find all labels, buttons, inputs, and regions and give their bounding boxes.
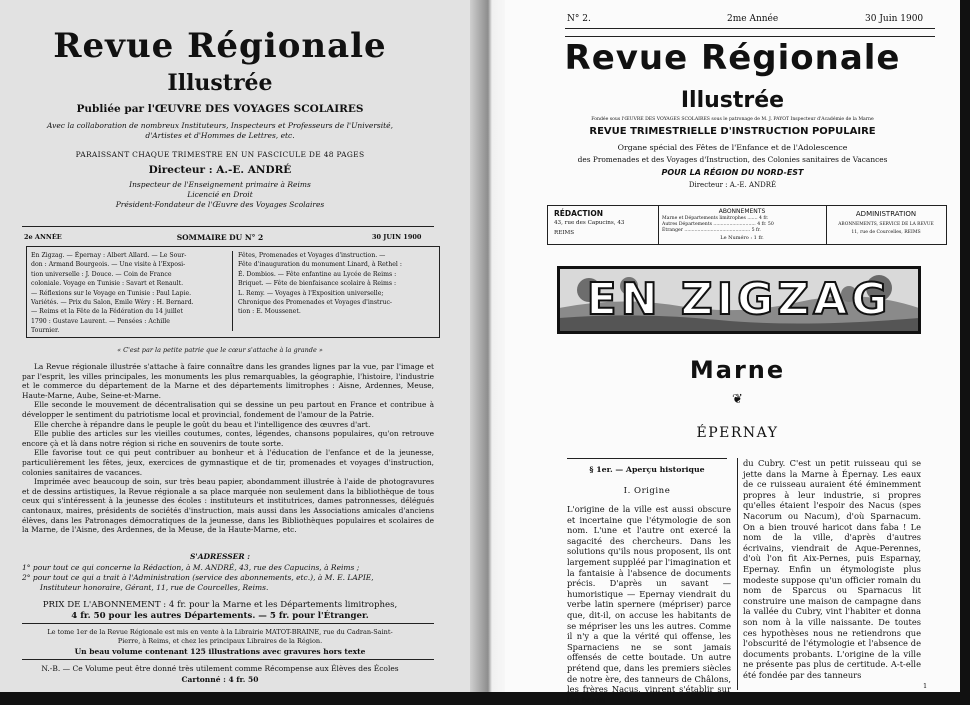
collab-line-2: d'Artistes et d'Hommes de Lettres, etc. (145, 131, 295, 140)
toc-right-line: Fête d'inauguration du monument Linard, à Rethel : (238, 261, 402, 269)
mission-paragraph: Elle publie des articles sur les vieilles coutumes, contes, légendes, chansons populaires, qu'on retrouve encore çà et là dans notre région si riche en souvenirs de toute sorte. (22, 429, 434, 448)
tome-line-2: Pierre, à Reims, et chez les principaux Libraires de la Région. (117, 637, 323, 645)
paraissant-line: PARAISSANT CHAQUE TRIMESTRE EN UN FASCICULE DE 48 PAGES (75, 150, 365, 159)
page-number: 1 (923, 682, 928, 690)
redaction-address: 43, rue des Capucins, 43 (554, 220, 625, 226)
toc-right-line: É. Dombios. — Fête enfantine au Lycée de Reims : (238, 270, 397, 278)
mission-text (22, 362, 434, 535)
sommaire-heading: SOMMAIRE DU N° 2 (176, 233, 264, 242)
toc-left-line: coloniale. Voyage en Tunisie : Savart et Renault. (31, 280, 184, 288)
tome-line-1: Le tome 1er de la Revue Régionale est mis en vente à la Librairie MATOT-BRAINE, rue du Cadran-Saint- (47, 628, 393, 636)
divider (22, 226, 434, 227)
section-marne: Marne (689, 356, 786, 384)
article-column-2: du Cubry. C'est un petit ruisseau qui se jette dans la Marne à Épernay. Les eaux de ce ruisseau auraient été éminemment propres à leur industrie, si propres qu'elles étaient l'espoir des Nacus (spes Nacorum ou Nacum), d'où Sparnacum. On a bien trouvé haricot dans faba ! Le nom de la ville, d'après d'autres écrivains, viendrait de Aque-Perennes, d'où l'on fit Aix-Pernes, puis Esparnay, Epernay. Enfin un étymologiste plus modeste suppose qu'un officier romain du nom de Sparcus ou Sparnacus lit construire une maison de campagne dans la vallée du Cubry, vint l'habiter et donna son nom à la ville naissante. De toutes ces hypothèses nous ne retiendrons que l'obscurité de l'étymologie et l'absence de documents probants. L'origine de la ville ne présente pas plus de certitude. A-t-elle été fondée par des tanneurs (743, 458, 921, 680)
abo-line-3: Étranger ............................................. 5 fr. (662, 228, 761, 233)
redaction-box (548, 206, 659, 244)
directeur-detail-1: Inspecteur de l'Enseignement primaire à Reims (129, 180, 311, 189)
directeur-line: Directeur : A.-E. ANDRÉ (148, 164, 292, 176)
prix-line-1: PRIX DE L'ABONNEMENT : 4 fr. pour la Marne et les Départements limitrophes, (42, 600, 398, 610)
right-page-article (505, 0, 960, 705)
publisher-line: Publiée par l'ŒUVRE DES VOYAGES SCOLAIRES (76, 103, 364, 115)
prix-line-2: 4 fr. 50 pour les autres Départements. — 5 fr. pour l'Étranger. (71, 611, 369, 621)
mission-paragraph: La Revue régionale illustrée s'attache à faire connaître dans les grandes lignes par la vue, par l'image et par l'esprit, les villes principales, les monuments les plus remarquables, la géographie, l'histoire, l'industrie et le commerce du département de la Marne et des départements limitrophes : Aisne, Ardennes, Meuse, Haute-Marne, Aube, Seine-et-Marne. (22, 362, 434, 400)
directeur-detail-3: Président-Fondateur de l'Œuvre des Voyages Scolaires (115, 200, 325, 209)
collab-line-1: Avec la collaboration de nombreux Instituteurs, Inspecteurs et Professeurs de l'Université, (46, 121, 393, 130)
toc-left-column (31, 251, 229, 336)
column-divider (737, 458, 738, 690)
address-line-3: Instituteur honoraire, Gérant, 11, rue de Courcelles, Reims. (40, 583, 269, 592)
toc-left-line: En Zigzag. — Épernay : Albert Allard. — Le Sour- (31, 252, 187, 259)
sommaire-box (26, 246, 440, 338)
toc-left-line: don : Armand Bourgeois. — Une visite à l'Exposi- (31, 261, 186, 269)
abonnements-box (658, 206, 827, 244)
admin-line-1: ABONNEMENTS, SERVICE DE LA REVUE (838, 222, 934, 227)
subsection-origine: I. Origine (623, 486, 671, 496)
sadresser-heading: S'ADRESSER : (190, 552, 250, 561)
header-rule (565, 28, 935, 29)
region-line: POUR LA RÉGION DU NORD-EST (661, 168, 804, 177)
left-page-cover (0, 0, 470, 692)
fleuron-ornament: ❦ (732, 392, 743, 407)
mission-paragraph: Imprimée avec beaucoup de soin, sur très beau papier, abondamment illustrée à l'aide de photogravures et de dessins artistiques, la Revue régionale a sa place marquée non seulement dans la bibliothèque de tous ceux qui s'intéressent à la jeunesse des écoles : instituteurs et institutrices, dames patronnesses, délégués cantonaux, maires, présidents de sociétés d'instruction, mais aussi dans les Associations amicales d'anciens élèves, dans les Patronages démocratiques de la jeunesse, dans les Bibliothèques populaires et scolaires de la Marne, de l'Aisne, des Ardennes, de la Meuse, de la Haute-Marne, etc. (22, 477, 434, 535)
abo-line-1: Marne et Départements limitrophes ....... 4 fr. (662, 216, 769, 221)
en-zigzag-banner (557, 266, 921, 334)
nb-line-1: N.-B. — Ce Volume peut être donné très utilement comme Récompense aux Élèves des Écoles (41, 664, 399, 673)
divider-2 (22, 623, 434, 624)
right-subtitle: Illustrée (680, 88, 785, 113)
heading-epernay: ÉPERNAY (696, 425, 779, 441)
abonnements-heading: ABONNEMENTS (718, 208, 766, 215)
admin-line-2: 11, rue de Courcelles, REIMS (851, 230, 921, 235)
header-rule-2 (565, 36, 935, 37)
abo-line-4: Le Numéro : 1 fr. (720, 235, 764, 241)
redaction-heading: RÉDACTION (554, 209, 603, 218)
left-annee: 2e ANNÉE (24, 233, 62, 241)
nb-line-2: Cartonné : 4 fr. 50 (181, 675, 259, 684)
mission-paragraph: Elle seconde le mouvement de décentralisation qui se dessine un peu partout en France et contribue à développer le sentiment du patriotisme local et provincial, fondement de l'amour de la Patrie. (22, 400, 434, 419)
toc-left-line: — Reims et la Fête de la Fédération du 14 juillet (31, 308, 183, 316)
toc-right-line: L. Remy. — Voyages à l'Exposition universelle; (238, 289, 384, 297)
toc-right-line: Fêtes, Promenades et Voyages d'instruction. — (238, 252, 386, 259)
left-subtitle: Illustrée (167, 70, 273, 96)
toc-left-line: tion universelle : J. Douce. — Coin de France (31, 270, 172, 278)
redaction-city: REIMS (554, 230, 575, 236)
right-annee: 2me Année (727, 14, 779, 24)
administration-heading: ADMINISTRATION (855, 210, 917, 218)
col1-top-rule (567, 458, 727, 459)
binding-gutter (470, 0, 510, 692)
abo-line-2: Autres Départements ............................. 4 fr. 50 (662, 222, 774, 227)
fondee-line: Fondée sous l'ŒUVRE DES VOYAGES SCOLAIRES sous le patronage de M. J. PAYOT Inspecteur d'Académie de la Marne (591, 117, 874, 122)
right-directeur: Directeur : A.-E. ANDRÉ (688, 181, 777, 189)
trimestrielle-line: REVUE TRIMESTRIELLE D'INSTRUCTION POPULAIRE (589, 126, 876, 137)
left-date: 30 JUIN 1900 (372, 233, 422, 241)
tome-line-3: Un beau volume contenant 125 illustrations avec gravures hors texte (74, 647, 366, 656)
directeur-detail-2: Licencié en Droit (187, 190, 253, 199)
toc-left-line: Tournier. (31, 327, 60, 335)
mission-paragraph: Elle favorise tout ce qui peut contribuer au bonheur et à l'éducation de l'enfance et de la jeunesse, particulièrement les fêtes, jeux, exercices de gymnastique et de tir, promenades et voyages d'instruction, colonies sanitaires de vacances. (22, 448, 434, 477)
toc-right-line: Chronique des Promenades et Voyages d'instruc- (238, 299, 392, 307)
right-title: Revue Régionale (564, 38, 901, 78)
toc-left-line: — Réflexions sur le Voyage en Tunisie : Paul Lapie. (31, 289, 192, 297)
divider-3 (22, 659, 434, 660)
motto-quote: « C'est par la petite patrie que le cœur s'attache à la grande » (117, 346, 323, 354)
organe-line-2: des Promenades et des Voyages d'Instruction, des Colonies sanitaires de Vacances (577, 155, 888, 164)
section-apercu: § 1er. — Aperçu historique (589, 465, 705, 474)
issue-number: N° 2. (567, 14, 591, 24)
organe-line-1: Organe spécial des Fêtes de l'Enfance et de l'Adolescence (617, 143, 848, 152)
toc-left-line: 1790 : Gustave Laurent. — Pensées : Achille (31, 317, 170, 325)
mission-paragraph: Elle cherche à répandre dans le peuple le goût du beau et l'intelligence des œuvres d'art. (34, 419, 371, 429)
article-column-1: L'origine de la ville est aussi obscure et incertaine que l'étymologie de son nom. L'une et l'autre ont exercé la sagacité des chercheurs. Dans les solutions qu'ils nous proposent, ils ont largement suppléé par l'imagination et la fantaisie à l'absence de documents précis. D'après un savant — humoristique — Epernay viendrait du verbe latin spernere (mépriser) parce que, dit-il, on accuse les habitants de se mépriser les uns les autres. Comme il n'y a que la vérité qui offense, les Sparnaciens ne se sont jamais offensés de cette boutade. Un autre prétend que, dans les premiers siècles de notre ère, des tanneurs de Châlons, les frères Nacus, vinrent s'établir sur les bords (567, 504, 731, 705)
toc-right-line: Briquet. — Fête de bienfaisance scolaire à Reims : (238, 280, 397, 288)
toc-right-column (238, 251, 436, 317)
address-line-1: 1° pour tout ce qui concerne la Rédaction, à M. ANDRÉ, 43, rue des Capucins, à Reims ; (22, 563, 360, 572)
administration-box (826, 206, 946, 244)
banner-title: EN ZIGZAG (586, 274, 892, 325)
right-date: 30 Juin 1900 (865, 14, 924, 24)
mission-paragraphs (22, 362, 434, 535)
address-line-2: 2° pour tout ce qui a trait à l'Administration (service des abonnements, etc.), à M. E. LAPIE, (22, 573, 374, 582)
sommaire-divider (232, 251, 233, 331)
info-boxes (547, 205, 947, 245)
toc-right-line: tion : E. Moussenet. (238, 308, 301, 316)
left-title: Revue Régionale (53, 26, 387, 66)
toc-left-line: Variétés. — Prix du Salon, Emile Wéry : H. Bernard. (31, 299, 194, 307)
